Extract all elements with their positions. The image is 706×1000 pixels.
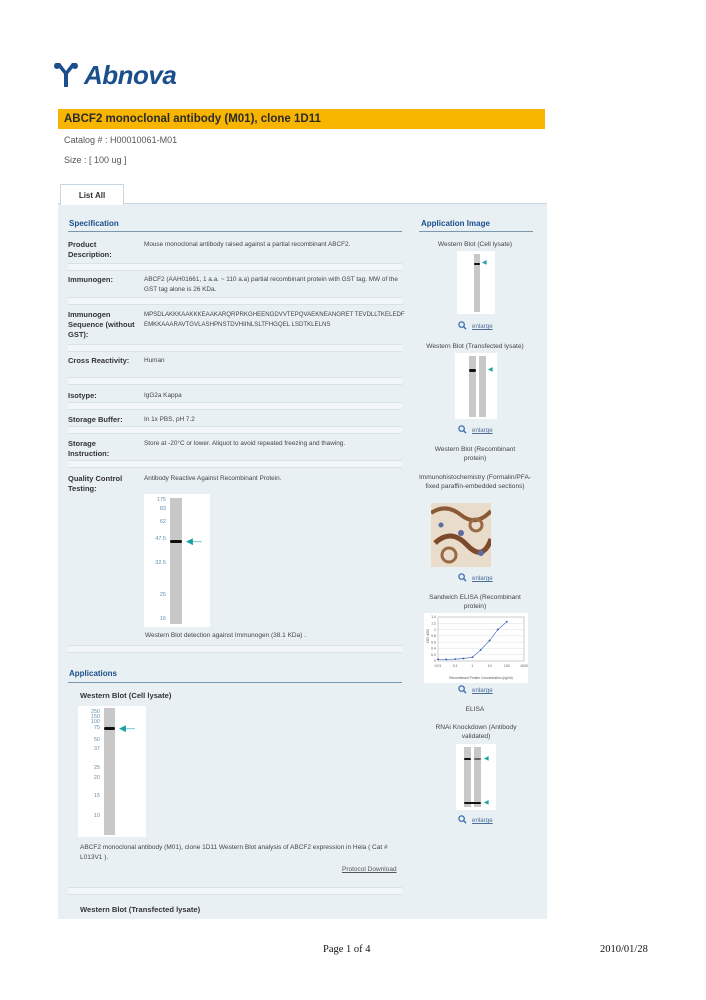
- app-image-title: Western Blot (Cell lysate): [437, 241, 513, 248]
- qc-caption: Western Blot detection against Immunogen (38.1 KDa) .: [145, 632, 307, 639]
- blot-band: [170, 540, 182, 543]
- y-tick-label: 1.4: [431, 615, 436, 620]
- thumb-western-cell[interactable]: [457, 251, 495, 314]
- mw-marker: 25: [93, 765, 100, 771]
- spec-label: Product Description:: [68, 240, 112, 259]
- y-tick-label: 1.2: [431, 621, 436, 626]
- spec-value: ABCF2 (AAH01661, 1 a.a. ~ 110 a.a) partial recombinant protein with GST tag. MW of the GST tag alone is 26 KDa.: [144, 276, 398, 293]
- mw-marker: 62: [159, 519, 166, 525]
- mw-marker: 83: [159, 506, 166, 512]
- y-tick-label: 0.6: [431, 640, 436, 645]
- qc-western-blot-image: [144, 494, 210, 627]
- mw-marker: 75: [93, 725, 100, 731]
- magnifier-icon: [458, 425, 467, 434]
- mw-marker: 10: [93, 813, 100, 819]
- mw-marker: 150: [90, 714, 100, 720]
- blot-band: [104, 727, 115, 730]
- thumb-rnai[interactable]: [456, 744, 496, 810]
- product-title: ABCF2 monoclonal antibody (M01), clone 1D11: [58, 109, 545, 129]
- mw-marker: 50: [93, 737, 100, 743]
- row-separator: [68, 377, 402, 385]
- enlarge-link[interactable]: enlarge: [472, 323, 493, 330]
- row-separator: [68, 426, 402, 434]
- spec-label: Cross Reactivity:: [68, 356, 130, 365]
- spec-row-qc: [68, 474, 402, 498]
- data-point: [463, 658, 465, 660]
- x-tick-label: 0.1: [452, 664, 458, 668]
- data-point: [445, 659, 447, 661]
- protocol-download-link[interactable]: Protocol Download: [342, 866, 397, 873]
- row-separator: [68, 887, 402, 895]
- row-separator: [68, 645, 402, 653]
- spec-value: Human: [144, 357, 165, 364]
- spec-row-immunogen: [68, 275, 402, 299]
- footer-date: 2010/01/28: [600, 944, 648, 955]
- magnifier-icon: [458, 815, 467, 824]
- tab-list-all[interactable]: List All: [60, 184, 124, 205]
- blot-lane: [479, 356, 486, 417]
- row-separator: [68, 263, 402, 271]
- mw-marker: 16: [159, 616, 166, 622]
- y-tick-label: 0.4: [431, 646, 436, 651]
- western-cell-lysate-caption: ABCF2 monoclonal antibody (M01), clone 1D11 Western Blot analysis of ABCF2 expression in Hela ( Cat # L013V1 ).: [80, 844, 388, 861]
- divider: [419, 231, 533, 232]
- y-axis-label: OD 450: [425, 629, 430, 643]
- western-cell-lysate-image: [78, 706, 146, 837]
- data-point: [480, 649, 482, 651]
- enlarge-link[interactable]: enlarge: [472, 687, 493, 694]
- mw-marker: 37: [93, 746, 100, 752]
- elisa-chart: [424, 613, 528, 683]
- mw-marker: 47.5: [155, 536, 166, 542]
- spec-label: Immunogen Sequence (without GST):: [68, 310, 135, 339]
- enlarge-link[interactable]: enlarge: [472, 817, 493, 824]
- spec-value: Antibody Reactive Against Recombinant Protein.: [144, 475, 282, 482]
- application-image-heading: Application Image: [421, 219, 490, 228]
- western-transfected-heading: Western Blot (Transfected lysate): [80, 905, 201, 914]
- magnifier-icon: [458, 685, 467, 694]
- blot-lane: [464, 747, 471, 807]
- row-separator: [68, 344, 402, 352]
- row-separator: [68, 297, 402, 305]
- row-separator: [68, 460, 402, 468]
- data-point: [437, 659, 439, 661]
- arrow-icon: ◀: [484, 800, 489, 806]
- blot-band: [474, 263, 480, 265]
- enlarge-link[interactable]: enlarge: [472, 427, 493, 434]
- spec-label: Storage Buffer:: [68, 415, 123, 424]
- data-point: [506, 621, 508, 623]
- mw-marker: 175: [156, 497, 166, 503]
- blot-band: [464, 802, 481, 804]
- abnova-logo: [52, 58, 176, 92]
- specification-heading: Specification: [69, 219, 119, 228]
- arrow-icon: ◀—: [119, 723, 135, 733]
- x-tick-label: 10: [487, 664, 492, 668]
- series-line: [438, 622, 507, 660]
- app-image-title: Immunohistochemistry (Formalin/PFA-fixed paraffin-embedded sections): [418, 474, 532, 490]
- divider: [68, 682, 402, 683]
- enlarge-link[interactable]: enlarge: [472, 575, 493, 582]
- mw-marker: 15: [93, 793, 100, 799]
- app-image-title: Sandwich ELISA (Recombinant protein): [429, 594, 521, 610]
- divider: [68, 231, 402, 232]
- applications-heading: Applications: [69, 669, 118, 678]
- arrow-icon: ◀—: [186, 536, 202, 546]
- blot-lane: [170, 498, 182, 624]
- y-tick-label: 1: [434, 627, 436, 632]
- spec-label: Storage Instruction:: [68, 439, 110, 458]
- mw-marker: 250: [90, 709, 100, 715]
- spec-label: Quality Control Testing:: [68, 474, 123, 493]
- row-separator: [68, 402, 402, 410]
- x-tick-label: 1: [471, 664, 474, 668]
- spec-value: IgG2a Kappa: [144, 392, 182, 399]
- y-tick-label: 0.2: [431, 652, 436, 657]
- y-tick-label: 0: [434, 659, 436, 664]
- spec-row-sequence: [68, 310, 405, 344]
- data-point: [497, 629, 499, 631]
- mw-marker: 20: [93, 775, 100, 781]
- mw-marker: 25: [159, 592, 166, 598]
- thumb-sandwich-elisa[interactable]: [424, 613, 528, 683]
- page-number: Page 1 of 4: [323, 944, 371, 955]
- spec-value: Mouse monoclonal antibody raised against a partial recombinant ABCF2.: [144, 241, 351, 248]
- spec-label: Isotype:: [68, 391, 97, 400]
- app-image-title: Western Blot (Recombinant protein): [434, 446, 516, 462]
- blot-lane: [474, 747, 481, 807]
- x-tick-label: 0.01: [434, 664, 442, 668]
- data-point: [454, 658, 456, 660]
- brand-name: Abnova: [84, 59, 177, 90]
- y-tick-label: 0.8: [431, 634, 436, 639]
- thumb-western-transfected[interactable]: [455, 353, 497, 419]
- product-size: Size : [ 100 ug ]: [64, 155, 127, 165]
- spec-value: MPSDLAKKKAAKKKEAAKARQRPRKGHEENGDVVTEPQVAEKNEANGRET TEVDLLTKELEDFEMKKAAARAVTGVLASHPNSTDVHIINLSLTFHGQEL LSDTKLELNS: [144, 311, 405, 328]
- x-tick-label: 1000: [520, 664, 528, 668]
- spec-value: In 1x PBS, pH 7.2: [144, 416, 195, 423]
- arrow-icon: ◀: [482, 260, 487, 266]
- mw-marker: 100: [90, 719, 100, 725]
- x-tick-label: 100: [503, 664, 510, 668]
- catalog-number: Catalog # : H00010061-M01: [64, 135, 178, 145]
- data-point: [472, 656, 474, 658]
- mw-marker: 32.5: [155, 560, 166, 566]
- plot-frame: [438, 617, 524, 661]
- spec-value: Store at -20°C or lower. Aliquot to avoid repeated freezing and thawing.: [144, 440, 346, 447]
- arrow-icon: ◀: [484, 756, 489, 762]
- app-image-title: ELISA: [465, 706, 485, 713]
- blot-lane: [469, 356, 476, 417]
- blot-band: [464, 758, 471, 760]
- ihc-tissue-image: [431, 503, 491, 567]
- spec-label: Immunogen:: [68, 275, 113, 284]
- abnova-logo-icon: [52, 60, 80, 90]
- magnifier-icon: [458, 573, 467, 582]
- arrow-icon: ◀: [488, 367, 493, 373]
- x-axis-label: Recombinant Protein Concentration (ng/ml): [449, 676, 513, 680]
- app-image-title: Western Blot (Transfected lysate): [426, 343, 524, 350]
- magnifier-icon: [458, 321, 467, 330]
- app-image-title: RNAi Knockdown (Antibody validated): [435, 724, 517, 740]
- thumb-ihc[interactable]: [431, 503, 491, 567]
- spec-row-description: [68, 240, 402, 264]
- blot-band: [469, 369, 476, 372]
- blot-band: [474, 758, 481, 760]
- data-point: [489, 640, 491, 642]
- western-cell-lysate-heading: Western Blot (Cell lysate): [80, 691, 172, 700]
